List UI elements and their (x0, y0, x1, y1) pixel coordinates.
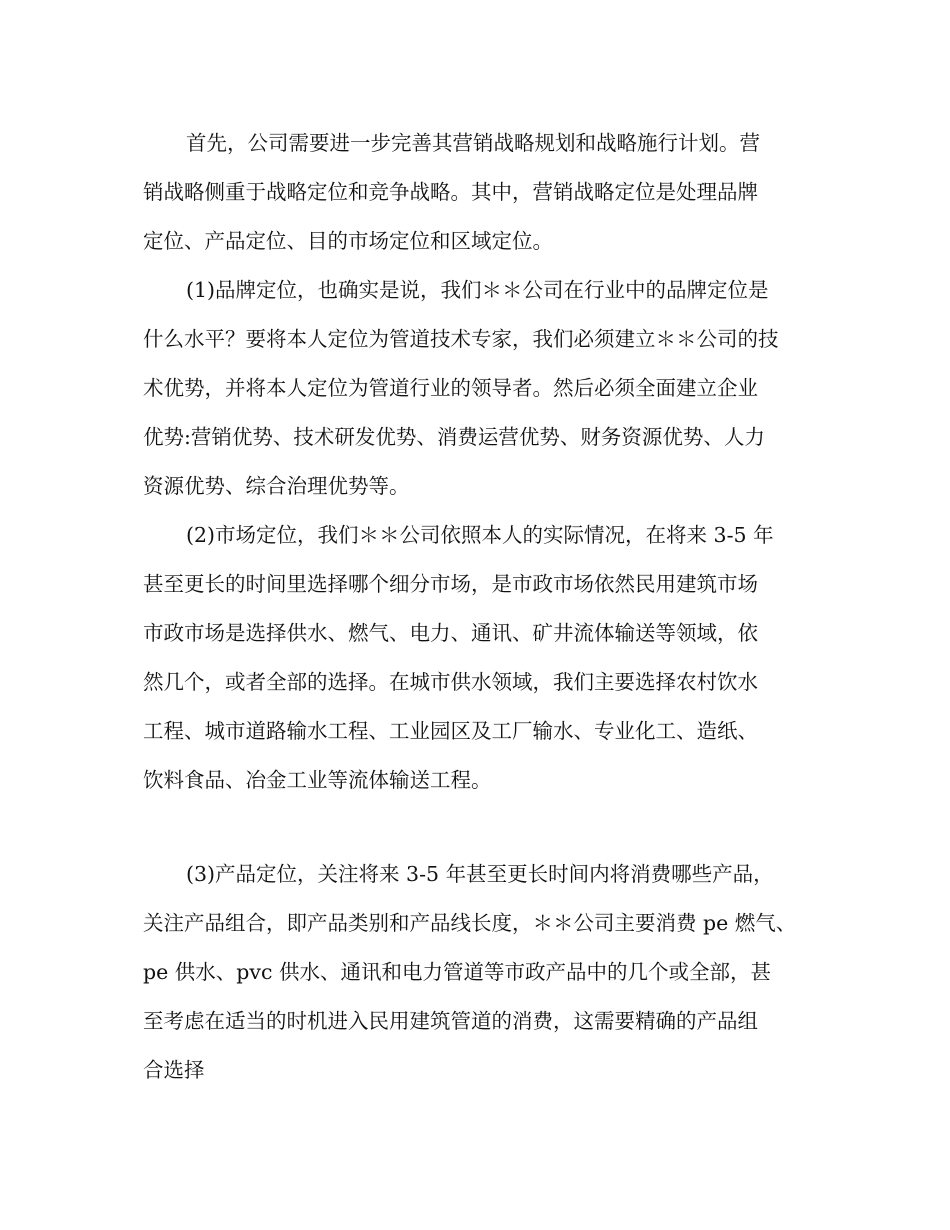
p3-line-5: 工程、城市道路输水工程、工业园区及工厂输水、专业化工、造纸、 (143, 719, 758, 743)
p2-line-1: (1)品牌定位，也确实是说，我们＊＊公司在行业中的品牌定位是 (186, 278, 769, 302)
p3-line-4: 然几个，或者全部的选择。在城市供水领域，我们主要选择农村饮水 (143, 670, 758, 694)
p1-line-3: 定位、产品定位、目的市场定位和区域定位。 (143, 229, 553, 253)
p2-line-3: 术优势，并将本人定位为管道行业的领导者。然后必须全面建立企业 (143, 376, 758, 400)
p2-line-2: 什么水平？要将本人定位为管道技术专家，我们必须建立＊＊公司的技 (143, 327, 779, 351)
p4-line-5: 合选择 (143, 1058, 205, 1082)
p4-line-1: (3)产品定位，关注将来 3-5 年甚至更长时间内将消费哪些产品， (186, 862, 774, 886)
p3-line-6: 饮料食品、冶金工业等流体输送工程。 (143, 768, 492, 792)
p3-line-1: (2)市场定位，我们＊＊公司依照本人的实际情况，在将来 3-5 年 (186, 523, 774, 547)
p3-line-2: 甚至更长的时间里选择哪个细分市场，是市政市场依然民用建筑市场 (143, 572, 758, 596)
p4-line-4: 至考虑在适当的时机进入民用建筑管道的消费，这需要精确的产品组 (143, 1009, 758, 1033)
p2-line-5: 资源优势、综合治理优势等。 (143, 474, 410, 498)
p1-line-1: 首先，公司需要进一步完善其营销战略规划和战略施行计划。营 (186, 131, 760, 155)
p4-line-2: 关注产品组合，即产品类别和产品线长度，＊＊公司主要消费 pe 燃气、 (143, 911, 797, 935)
p3-line-3: 市政市场是选择供水、燃气、电力、通讯、矿井流体输送等领域，依 (143, 621, 758, 645)
p4-line-3: pe 供水、pvc 供水、通讯和电力管道等市政产品中的几个或全部，甚 (143, 960, 771, 984)
p1-line-2: 销战略侧重于战略定位和竞争战略。其中，营销战略定位是处理品牌 (143, 180, 758, 204)
p2-line-4: 优势:营销优势、技术研发优势、消费运营优势、财务资源优势、人力 (143, 425, 765, 449)
